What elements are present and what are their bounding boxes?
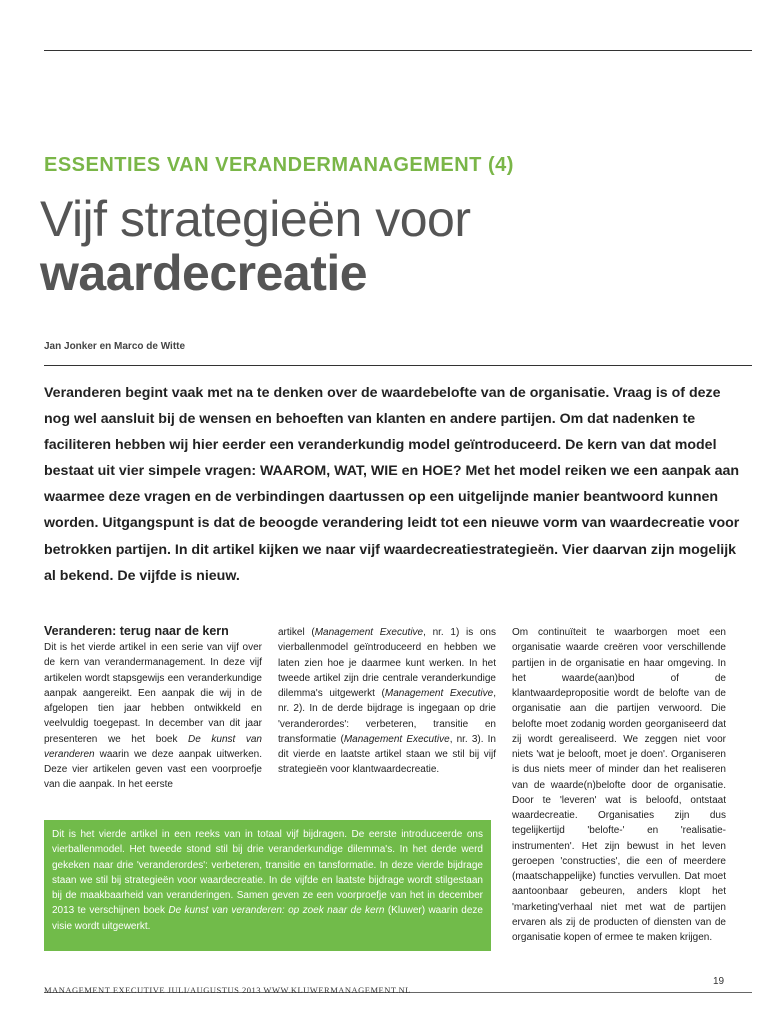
body-text: , nr. 2). In de derde bijdrage is ingegaan op drie 'veranderordes': verbeteren, transitie en transformatie ( <box>278 688 496 745</box>
footer-text: MANAGEMENT EXECUTIVE JULI/AUGUSTUS 2013 WWW.KLUWERMANAGEMENT.NL <box>44 985 411 995</box>
top-rule <box>44 50 752 51</box>
body-text: , nr. 3). In dit vierde en laatste artikel staan we stil bij vijf strategieën voor klantwaardecreatie. <box>278 733 496 776</box>
column-2 <box>278 625 496 778</box>
book-title: De kunst van veranderen <box>44 733 262 760</box>
authors: Jan Jonker en Marco de Witte <box>44 341 186 352</box>
column-1 <box>44 623 262 793</box>
intro-rule <box>44 365 752 366</box>
book-title: De kunst van veranderen: op zoek naar de kern <box>168 905 385 917</box>
section-heading: Veranderen: terug naar de kern <box>44 624 229 638</box>
journal-name: Management Executive <box>343 733 450 745</box>
box-text <box>52 827 483 934</box>
page-number: 19 <box>713 976 725 987</box>
box-body-text: (Kluwer) waarin deze visie wordt uitgewerkt. <box>52 905 483 932</box>
journal-name: Management Executive <box>314 627 424 638</box>
intro-paragraph: Veranderen begint vaak met na te denken over de waardebelofte van de organisatie. Vraag is of deze nog wel aansluit bij de wensen en behoeften van klanten en andere partijen. Om dat nadenken te faciliteren hebben wij hier eerder een veranderkundig model geïntroduceerd. De kern van dat model bestaat uit vier simpele vragen: WAAROM, WAT, WIE en HOE? Met het model reiken we een aanpak aan waarmee deze vragen en de verbindingen daartussen op een uitgelijnde manier beantwoord kunnen worden. Uitgangspunt is dat de beoogde verandering leidt tot een nieuwe vorm van waardecreatie voor betrokken partijen. In dit artikel kijken we naar vijf waardecreatiestrategieën. Vier daarvan zijn mogelijk al bekend. De vijfde is nieuw. <box>44 385 740 584</box>
article-title-line2: waardecreatie <box>40 245 368 301</box>
column-3 <box>512 625 726 945</box>
body-text: waarin we deze aanpak uitwerken. Deze vier artikelen geven vast een voorproefje van die aanpak. In het eerste <box>44 748 262 791</box>
journal-name: Management Executive <box>384 688 494 699</box>
column-1-text <box>44 640 262 793</box>
body-text: , nr. 1) is ons vierballenmodel geïntroduceerd en hebben we laten zien hoe je daarmee kunt werken. In het tweede artikel zijn drie centrale veranderkundige dilemma's uitgewerkt ( <box>278 627 496 699</box>
column-3-text: Om continuïteit te waarborgen moet een organisatie waarde creëren voor verschillende partijen in de organisatie en haar omgeving. In het waarde(aan)bod of de klantwaardepropositie wordt de belofte van de organisatie aan die partijen verwoord. Die belofte moet zodanig worden georganiseerd dat zij wordt gerealiseerd. We zeggen niet voor niets 'wat je belooft, moet je doen'. Organiseren is dus niets meer of minder dan het realiseren van de waarde(n)belofte door de organisatie. Door te 'leveren' wat is beloofd, ontstaat waardecreatie. Organisaties zijn dus tegelijkertijd 'belofte-' en 'realisatie-instrumenten'. Het zijn bewust in het leven geroepen 'constructies', die een of meerdere (maatschappelijke) functies vervullen. Dat moet aantoonbaar gebeuren, anders klopt het 'marketing'verhaal niet met wat de partijen ervaren als zij de producten of diensten van de organisatie kopen of ermee te maken krijgen. <box>512 627 726 943</box>
box-body-text: Dit is het vierde artikel in een reeks van in totaal vijf bijdragen. De eerste introduceerde ons vierballenmodel. Het tweede stond stil bij drie veranderkundige dilemma's. In het derde werd gekeken naar drie 'veranderordes': verbeteren, transitie en tansformatie. In deze vierde bijdrage staan we stil bij strategieën voor waardecreatie. In de vijfde en laatste bijdrage wordt stilgestaan bij de maakbaarheid van veranderingen. Samen geven ze een voorproefje van het in december 2013 te verschijnen boek <box>52 829 483 917</box>
article-title-line1: Vijf strategieën voor <box>40 191 471 247</box>
body-text: artikel ( <box>278 627 315 638</box>
column-2-text <box>278 625 496 778</box>
series-info-box <box>44 820 491 951</box>
body-text: Dit is het vierde artikel in een serie van vijf over de kern van verandermanagement. In deze vijf artikelen wordt stapsgewijs een veranderkundige aanpak aangereikt. Een aanpak die wij in de afgelopen tien jaar hebben ontwikkeld en veelvuldig toegepast. In december van dit jaar presenteren we het boek <box>44 642 262 745</box>
series-kicker: ESSENTIES VAN VERANDERMANAGEMENT (4) <box>44 154 514 176</box>
